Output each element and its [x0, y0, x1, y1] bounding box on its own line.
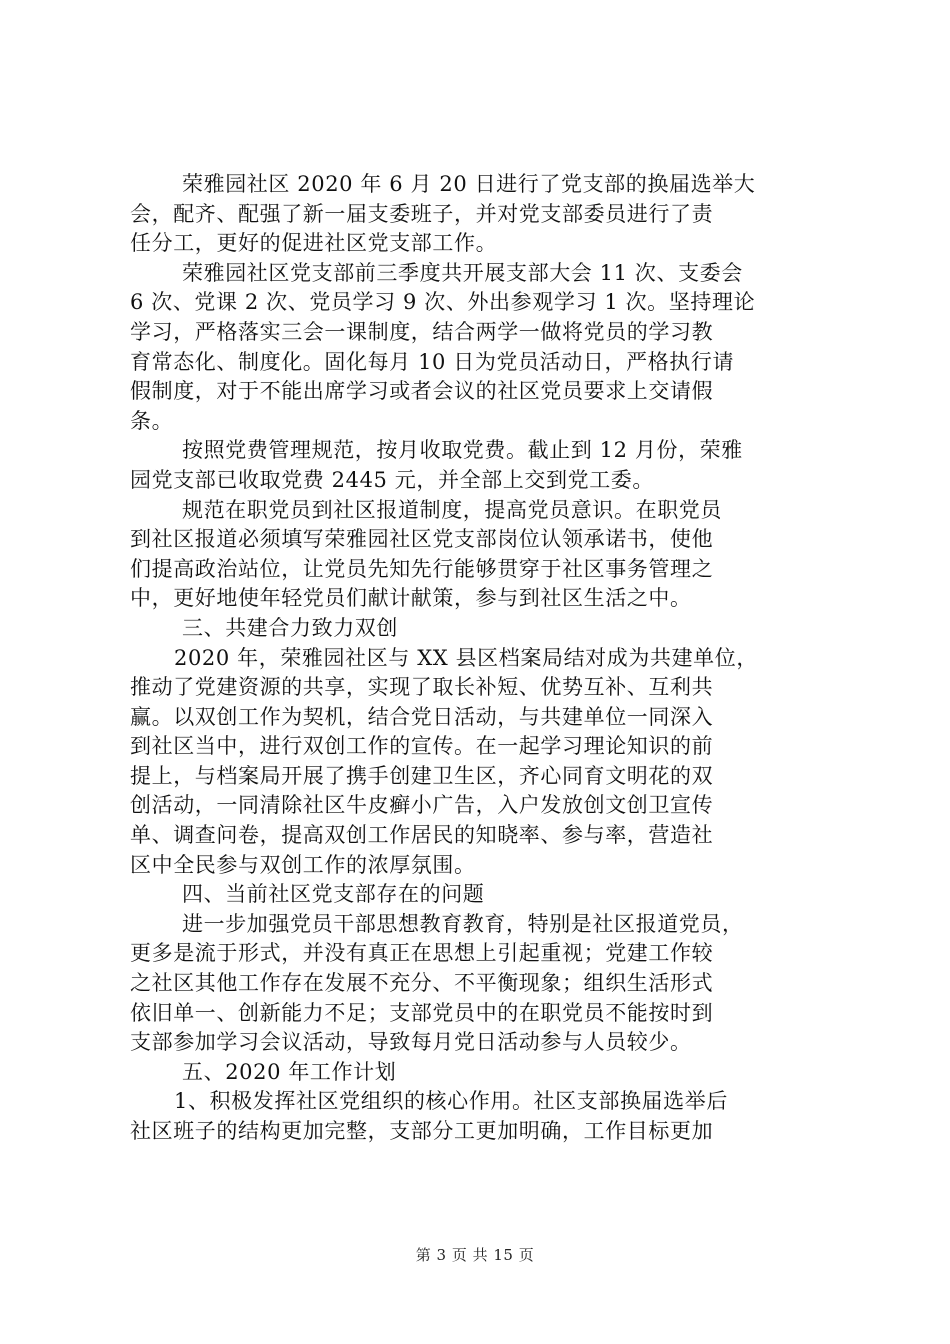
text-line: 更多是流于形式，并没有真正在思想上引起重视；党建工作较: [130, 941, 714, 966]
text-line: 任分工，更好的促进社区党支部工作。: [130, 231, 498, 256]
text-line: 中，更好地使年轻党员们献计献策，参与到社区生活之中。: [130, 586, 692, 611]
text-line: 假制度，对于不能出席学习或者会议的社区党员要求上交请假: [130, 379, 714, 404]
text-line: 社区班子的结构更加完整，支部分工更加明确，工作目标更加: [130, 1119, 714, 1143]
text-line: 育常态化、制度化。固化每月 10 日为党员活动日，严格执行请: [130, 349, 735, 374]
text-line: 进一步加强党员干部思想教育教育，特别是社区报道党员，: [182, 911, 744, 936]
document-body: [130, 170, 830, 1147]
text-line: 依旧单一、创新能力不足；支部党员中的在职党员不能按时到: [130, 1000, 714, 1025]
section-heading: 五、2020 年工作计划: [182, 1059, 397, 1084]
text-line: 推动了党建资源的共享，实现了取长补短、优势互补、互利共: [130, 675, 714, 700]
text-line: 区中全民参与双创工作的浓厚氛围。: [130, 852, 476, 877]
text-line: 之社区其他工作存在发展不充分、不平衡现象；组织生活形式: [130, 971, 714, 996]
text-line: 荣雅园社区党支部前三季度共开展支部大会 11 次、支委会: [182, 260, 743, 285]
text-line: 支部参加学习会议活动，导致每月党日活动参与人员较少。: [130, 1030, 692, 1055]
text-line: 园党支部已收取党费 2445 元，并全部上交到党工委。: [130, 467, 654, 492]
text-line: 创活动，一同清除社区牛皮癣小广告，入户发放创文创卫宣传: [130, 793, 714, 818]
text-line: 赢。以双创工作为契机，结合党日活动，与共建单位一同深入: [130, 704, 714, 729]
text-line: 荣雅园社区 2020 年 6 月 20 日进行了党支部的换届选举大: [182, 172, 756, 196]
text-line: 1、积极发挥社区党组织的核心作用。社区支部换届选举后: [174, 1089, 728, 1114]
text-line: 按照党费管理规范，按月收取党费。截止到 12 月份，荣雅: [182, 438, 743, 463]
text-line: 学习，严格落实三会一课制度，结合两学一做将党员的学习教: [130, 319, 714, 344]
section-heading: 四、当前社区党支部存在的问题: [182, 882, 485, 907]
page-footer: 第 3 页 共 15 页: [415, 1246, 535, 1264]
text-line: 6 次、党课 2 次、党员学习 9 次、外出参观学习 1 次。坚持理论: [130, 290, 756, 315]
text-line: 到社区当中，进行双创工作的宣传。在一起学习理论知识的前: [130, 734, 714, 759]
text-line: 提上，与档案局开展了携手创建卫生区，齐心同育文明花的双: [130, 763, 714, 788]
text-line: 会，配齐、配强了新一届支委班子，并对党支部委员进行了责: [130, 201, 714, 226]
text-line: 2020 年，荣雅园社区与 XX 县区档案局结对成为共建单位，: [174, 645, 758, 670]
text-line: 单、调查问卷，提高双创工作居民的知晓率、参与率，营造社: [130, 823, 714, 848]
text-line: 规范在职党员到社区报道制度，提高党员意识。在职党员: [182, 497, 722, 522]
text-line: 们提高政治站位，让党员先知先行能够贯穿于社区事务管理之: [130, 556, 714, 581]
text-line: 条。: [130, 408, 174, 433]
text-line: 到社区报道必须填写荣雅园社区党支部岗位认领承诺书，使他: [130, 527, 714, 552]
section-heading: 三、共建合力致力双创: [182, 615, 398, 640]
